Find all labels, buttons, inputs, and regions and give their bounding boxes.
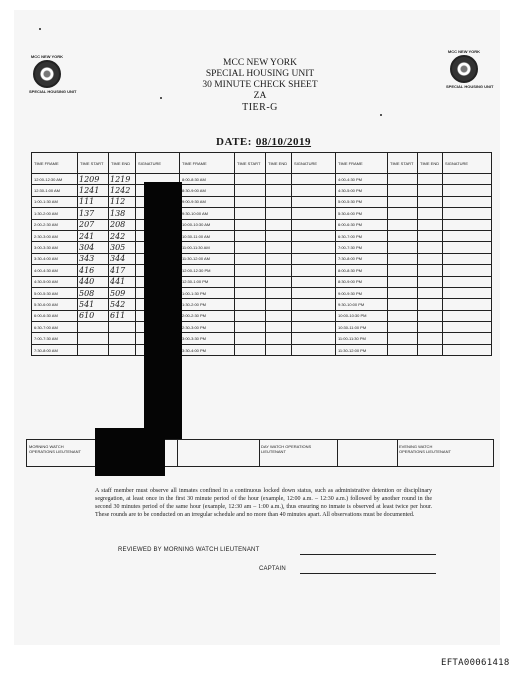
blank-cell	[418, 310, 443, 321]
table-header-row	[32, 153, 492, 174]
blank-cell	[388, 219, 418, 230]
handwritten-time-start	[78, 322, 109, 333]
time-frame-cell: 9:30-10:00 AM	[180, 208, 235, 219]
table-row	[32, 219, 492, 230]
handwritten-time-end: 1242	[109, 185, 136, 196]
column-header: TIME START	[235, 153, 266, 174]
table-row	[32, 287, 492, 298]
blank-cell	[292, 230, 336, 241]
time-frame-cell: 9:00-9:30 PM	[336, 287, 388, 298]
time-frame-cell: 2:00-2:30 PM	[180, 310, 235, 321]
time-frame-cell: 12:00-12:30 AM	[32, 174, 78, 185]
blank-cell	[235, 219, 266, 230]
blank-cell	[292, 265, 336, 276]
blank-cell	[235, 310, 266, 321]
table-row	[32, 322, 492, 333]
blank-cell	[443, 322, 492, 333]
time-frame-cell: 8:00-8:30 PM	[336, 265, 388, 276]
blank-cell	[418, 333, 443, 344]
blank-cell	[266, 310, 292, 321]
blank-cell	[266, 287, 292, 298]
blank-cell	[418, 219, 443, 230]
seal-caption-top: MCC NEW YORK	[30, 54, 64, 59]
blank-cell	[443, 310, 492, 321]
handwritten-time-end: 417	[109, 265, 136, 276]
handwritten-time-start: 1241	[78, 185, 109, 196]
blank-cell	[292, 344, 336, 355]
blank-cell	[388, 196, 418, 207]
time-frame-cell: 10:30-11:00 PM	[336, 322, 388, 333]
header-line-5: TIER-G	[242, 102, 278, 113]
table-row	[32, 253, 492, 264]
handwritten-time-end: 305	[109, 242, 136, 253]
blank-cell	[292, 333, 336, 344]
column-header: TIME FRAME	[180, 153, 235, 174]
blank-cell	[266, 242, 292, 253]
blank-cell	[292, 322, 336, 333]
blank-cell	[418, 230, 443, 241]
table-row	[32, 310, 492, 321]
scan-speck	[380, 114, 382, 116]
captain-signature-line	[300, 573, 436, 574]
seal-caption-bottom: SPECIAL HOUSING UNIT	[446, 84, 494, 89]
date-line	[216, 136, 311, 148]
handwritten-time-end: 1219	[109, 174, 136, 185]
blank-cell	[235, 344, 266, 355]
time-frame-cell: 6:00-6:30 AM	[32, 310, 78, 321]
document-header	[190, 58, 330, 113]
time-frame-cell: 8:30-9:00 PM	[336, 276, 388, 287]
handwritten-time-end	[109, 344, 136, 355]
column-header: TIME END	[266, 153, 292, 174]
handwritten-time-end: 242	[109, 230, 136, 241]
time-frame-cell: 9:30-10:00 PM	[336, 299, 388, 310]
blank-cell	[388, 208, 418, 219]
blank-cell	[266, 265, 292, 276]
blank-cell	[418, 196, 443, 207]
time-frame-cell: 9:00-9:30 AM	[180, 196, 235, 207]
table-row	[32, 299, 492, 310]
blank-cell	[266, 299, 292, 310]
blank-cell	[292, 299, 336, 310]
handwritten-time-start: 610	[78, 310, 109, 321]
time-frame-cell: 7:00-7:30 AM	[32, 333, 78, 344]
handwritten-time-start: 137	[78, 208, 109, 219]
time-frame-cell: 2:30-3:00 AM	[32, 230, 78, 241]
table-row	[32, 196, 492, 207]
blank-cell	[266, 230, 292, 241]
table-row	[32, 230, 492, 241]
column-header: TIME START	[78, 153, 109, 174]
blank-cell	[235, 253, 266, 264]
column-header: SIGNATURE	[443, 153, 492, 174]
time-frame-cell: 4:30-5:00 PM	[336, 185, 388, 196]
handwritten-time-end: 509	[109, 287, 136, 298]
blank-cell	[443, 196, 492, 207]
blank-cell	[266, 219, 292, 230]
blank-cell	[235, 333, 266, 344]
time-frame-cell: 1:30-2:00 AM	[32, 208, 78, 219]
time-frame-cell: 10:00-10:30 PM	[336, 310, 388, 321]
time-frame-cell: 8:00-8:30 AM	[180, 174, 235, 185]
seal-caption-bottom: SPECIAL HOUSING UNIT	[29, 89, 77, 94]
blank-cell	[388, 185, 418, 196]
blank-cell	[235, 230, 266, 241]
blank-cell	[443, 174, 492, 185]
handwritten-time-start: 343	[78, 253, 109, 264]
column-header: TIME START	[388, 153, 418, 174]
blank-cell	[235, 196, 266, 207]
blank-cell	[235, 185, 266, 196]
evening-watch-label: EVENING WATCH OPERATIONS LIEUTENANT	[399, 444, 451, 454]
handwritten-time-start: 241	[78, 230, 109, 241]
blank-cell	[418, 208, 443, 219]
blank-cell	[418, 322, 443, 333]
handwritten-time-end: 138	[109, 208, 136, 219]
blank-cell	[266, 333, 292, 344]
seal-left	[29, 54, 77, 94]
reviewed-by-label: REVIEWED BY MORNING WATCH LIEUTENANT	[118, 547, 260, 553]
blank-cell	[235, 265, 266, 276]
time-frame-cell: 10:00-10:30 AM	[180, 219, 235, 230]
blank-cell	[388, 265, 418, 276]
evening-watch-cell	[397, 440, 479, 466]
blank-cell	[418, 242, 443, 253]
blank-cell	[292, 310, 336, 321]
handwritten-time-end: 611	[109, 310, 136, 321]
header-line-3: 30 MINUTE CHECK SHEET	[202, 80, 318, 90]
blank-cell	[418, 185, 443, 196]
time-frame-cell: 4:00-4:30 AM	[32, 265, 78, 276]
handwritten-time-start: 1209	[78, 174, 109, 185]
day-watch-label: DAY WATCH OPERATIONS LIEUTENANT	[261, 444, 312, 454]
date-value: 08/10/2019	[255, 136, 312, 148]
time-frame-cell: 11:30-12:00 AM	[180, 253, 235, 264]
blank-cell	[388, 174, 418, 185]
blank-cell	[443, 208, 492, 219]
blank-cell	[443, 287, 492, 298]
time-frame-cell: 6:30-7:00 PM	[336, 230, 388, 241]
time-frame-cell: 12:00-12:30 PM	[180, 265, 235, 276]
blank-cell	[235, 299, 266, 310]
blank-cell	[418, 344, 443, 355]
column-header: SIGNATURE	[136, 153, 180, 174]
time-frame-cell: 3:00-3:30 PM	[180, 333, 235, 344]
time-frame-cell: 4:30-5:00 AM	[32, 276, 78, 287]
time-frame-cell: 1:30-2:00 PM	[180, 299, 235, 310]
blank-cell	[266, 174, 292, 185]
header-line-2: SPECIAL HOUSING UNIT	[205, 69, 315, 79]
blank-cell	[443, 230, 492, 241]
handwritten-time-end: 542	[109, 299, 136, 310]
time-frame-cell: 7:30-8:00 PM	[336, 253, 388, 264]
blank-cell	[388, 253, 418, 264]
blank-cell	[388, 276, 418, 287]
blank-cell	[266, 253, 292, 264]
blank-cell	[418, 174, 443, 185]
blank-cell	[443, 253, 492, 264]
blank-cell	[388, 310, 418, 321]
blank-cell	[443, 265, 492, 276]
header-line-4: ZA	[253, 91, 267, 101]
column-header: SIGNATURE	[292, 153, 336, 174]
morning-watch-label: MORNING WATCH OPERATIONS LIEUTENANT	[29, 444, 81, 454]
blank-cell	[266, 196, 292, 207]
time-frame-cell: 1:00-1:30 AM	[32, 196, 78, 207]
blank-cell	[443, 219, 492, 230]
blank-cell	[443, 242, 492, 253]
blank-cell	[418, 276, 443, 287]
handwritten-time-end: 208	[109, 219, 136, 230]
time-frame-cell: 3:30-4:00 PM	[180, 344, 235, 355]
handwritten-time-start: 207	[78, 219, 109, 230]
policy-note: A staff member must observe all inmates confined in a continuous locked down status, such as administrative detention or disciplinary segregation, at least once in the first 30 minute period of the hour (example, 12:00 a.m. – 12:30 a.m.) followed by another round in the second 30 minutes period of the same hour (example, 12:30 am – 1:00 a.m.), thus ensuring no inmate is observed at least twice per hour. These rounds are to be conducted on an irregular schedule and no more than 40 minutes apart. All observations must be documented.	[95, 488, 432, 518]
blank-cell	[292, 196, 336, 207]
table-row	[32, 242, 492, 253]
scan-speck	[39, 28, 41, 30]
blank-cell	[418, 265, 443, 276]
handwritten-time-end: 344	[109, 253, 136, 264]
time-frame-cell: 6:30-7:00 AM	[32, 322, 78, 333]
day-watch-cell	[259, 440, 338, 466]
handwritten-time-start: 541	[78, 299, 109, 310]
time-frame-cell: 12:30-1:00 AM	[32, 185, 78, 196]
blank-cell	[388, 230, 418, 241]
table-row	[32, 174, 492, 185]
time-frame-cell: 5:00-5:30 AM	[32, 287, 78, 298]
blank-cell	[443, 333, 492, 344]
time-frame-cell: 5:30-6:00 PM	[336, 208, 388, 219]
blank-cell	[388, 287, 418, 298]
date-label: DATE:	[216, 136, 252, 148]
blank-cell	[418, 287, 443, 298]
blank-cell	[266, 276, 292, 287]
blank-cell	[443, 299, 492, 310]
blank-cell	[266, 208, 292, 219]
blank-cell	[266, 185, 292, 196]
time-frame-cell: 6:00-6:30 PM	[336, 219, 388, 230]
time-frame-cell: 2:00-2:30 AM	[32, 219, 78, 230]
blank-cell	[266, 344, 292, 355]
blank-cell	[418, 299, 443, 310]
handwritten-time-end	[109, 322, 136, 333]
time-frame-cell: 12:30-1:00 PM	[180, 276, 235, 287]
captain-label: CAPTAIN	[259, 566, 286, 572]
header-line-1: MCC NEW YORK	[223, 58, 297, 68]
blank-cell	[292, 208, 336, 219]
seal-right	[446, 49, 494, 89]
blank-cell	[443, 185, 492, 196]
column-header: TIME END	[109, 153, 136, 174]
blank-cell	[292, 185, 336, 196]
handwritten-time-start: 440	[78, 276, 109, 287]
blank-cell	[292, 276, 336, 287]
column-header: TIME END	[418, 153, 443, 174]
handwritten-time-end	[109, 333, 136, 344]
scan-speck	[160, 97, 162, 99]
seal-emblem-icon	[33, 60, 61, 88]
blank-cell	[266, 322, 292, 333]
time-frame-cell: 5:30-6:00 AM	[32, 299, 78, 310]
time-frame-cell: 11:30-12:00 PM	[336, 344, 388, 355]
handwritten-time-start	[78, 333, 109, 344]
blank-cell	[292, 287, 336, 298]
time-frame-cell: 1:00-1:30 PM	[180, 287, 235, 298]
blank-cell	[443, 276, 492, 287]
morning-watch-signature	[177, 440, 260, 466]
table-body	[32, 174, 492, 356]
time-frame-cell: 2:30-3:00 PM	[180, 322, 235, 333]
seal-caption-top: MCC NEW YORK	[447, 49, 481, 54]
time-frame-cell: 10:30-11:00 AM	[180, 230, 235, 241]
blank-cell	[292, 174, 336, 185]
blank-cell	[235, 276, 266, 287]
handwritten-time-start: 111	[78, 196, 109, 207]
table-row	[32, 185, 492, 196]
time-frame-cell: 4:00-4:30 PM	[336, 174, 388, 185]
table-row	[32, 333, 492, 344]
handwritten-time-start: 508	[78, 287, 109, 298]
blank-cell	[388, 333, 418, 344]
day-watch-signature	[337, 440, 398, 466]
blank-cell	[388, 242, 418, 253]
redaction-lieutenant-signature	[95, 428, 165, 476]
time-frame-cell: 11:00-11:30 PM	[336, 333, 388, 344]
handwritten-time-start	[78, 344, 109, 355]
blank-cell	[292, 219, 336, 230]
column-header: TIME FRAME	[336, 153, 388, 174]
handwritten-time-end: 112	[109, 196, 136, 207]
blank-cell	[418, 253, 443, 264]
blank-cell	[388, 299, 418, 310]
time-frame-cell: 11:00-11:30 AM	[180, 242, 235, 253]
time-frame-cell: 3:00-3:30 AM	[32, 242, 78, 253]
blank-cell	[388, 344, 418, 355]
redaction-signature-column	[144, 182, 182, 440]
blank-cell	[235, 208, 266, 219]
blank-cell	[292, 242, 336, 253]
time-frame-cell: 5:00-5:30 PM	[336, 196, 388, 207]
time-frame-cell: 7:30-8:00 AM	[32, 344, 78, 355]
blank-cell	[443, 344, 492, 355]
handwritten-time-end: 441	[109, 276, 136, 287]
document-id: EFTA00061418	[441, 658, 510, 668]
blank-cell	[235, 242, 266, 253]
table-row	[32, 208, 492, 219]
blank-cell	[235, 174, 266, 185]
seal-emblem-icon	[450, 55, 478, 83]
blank-cell	[235, 287, 266, 298]
time-frame-cell: 7:00-7:30 PM	[336, 242, 388, 253]
handwritten-time-start: 304	[78, 242, 109, 253]
time-frame-cell: 3:30-4:00 AM	[32, 253, 78, 264]
table-row	[32, 265, 492, 276]
time-frame-cell: 8:30-9:00 AM	[180, 185, 235, 196]
table-row	[32, 276, 492, 287]
check-sheet-table	[31, 152, 492, 356]
blank-cell	[388, 322, 418, 333]
blank-cell	[235, 322, 266, 333]
blank-cell	[292, 253, 336, 264]
column-header: TIME FRAME	[32, 153, 78, 174]
handwritten-time-start: 416	[78, 265, 109, 276]
table-row	[32, 344, 492, 355]
reviewed-by-signature-line	[300, 554, 436, 555]
